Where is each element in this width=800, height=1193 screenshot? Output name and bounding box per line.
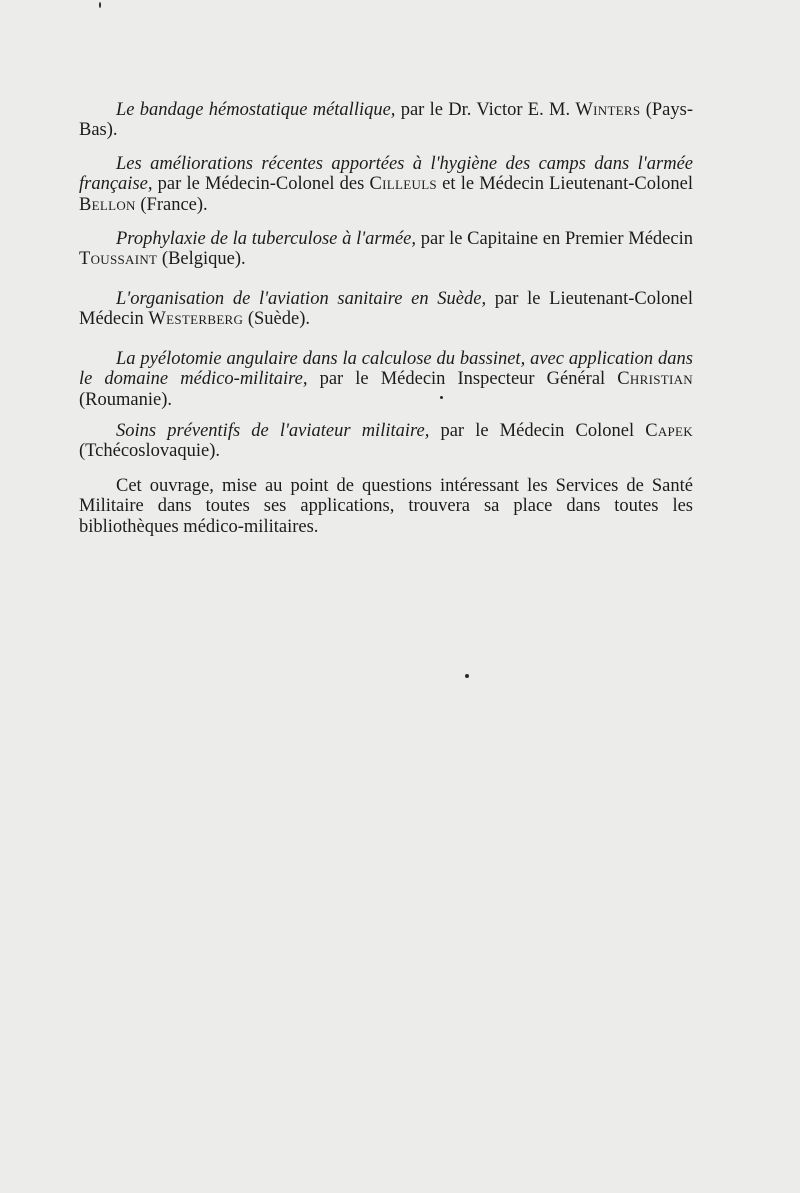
entry-title: Les améliorations récentes apportées à l'hygiène des camps dans l'armée française, [79, 153, 693, 194]
bibliography-entry [79, 349, 693, 411]
bibliography-entry [79, 154, 693, 216]
entry-country: (Pays-Bas). [79, 99, 693, 140]
author-name: Westerberg [148, 309, 244, 329]
entry-country: (Suède). [243, 309, 311, 329]
entry-title: L'organisation de l'aviation sanitaire en Suède, [116, 288, 487, 309]
bibliography-entry [79, 421, 693, 462]
bibliography-entry [79, 229, 693, 270]
author-name: Cilleuls [369, 174, 437, 194]
entry-text: par le Médecin Colonel [429, 420, 646, 441]
entry-text: par le Médecin-Colonel des [152, 174, 370, 194]
scan-speck [440, 396, 443, 399]
scan-speck [99, 2, 101, 8]
entry-text: par le Médecin Inspecteur Général [307, 369, 618, 389]
scan-speck [465, 674, 469, 678]
author-name: Toussaint [79, 249, 158, 269]
conclusion-paragraph: Cet ouvrage, mise au point de questions intéressant les Services de Santé Militaire dans toutes ses applications, trouvera sa place dans toutes les bibliothèques médico-militaires. [79, 475, 693, 537]
bibliography-entry [79, 100, 693, 141]
author-name: Winters [575, 99, 641, 120]
entry-text: par le Capitaine en Premier Médecin [416, 228, 693, 249]
bibliography-entry [79, 289, 693, 330]
entry-title: Prophylaxie de la tuberculose à l'armée, [116, 228, 417, 249]
entry-text: et le Médecin Lieutenant-Colonel [436, 174, 693, 194]
author-name: Bellon [79, 194, 136, 215]
entry-country: (Roumanie). [79, 389, 172, 410]
entry-country: (Tchécoslovaquie). [79, 441, 220, 461]
entry-country: (France). [135, 194, 208, 215]
entry-text: par le Dr. Victor E. M. [395, 99, 576, 120]
entry-text: par le Lieutenant-Colonel Médecin [79, 288, 693, 329]
entry-country: (Belgique). [157, 249, 246, 269]
entry-title: Soins préventifs de l'aviateur militaire, [116, 420, 430, 441]
author-name: Capek [645, 420, 693, 441]
entry-title: Le bandage hémostatique métallique, [116, 99, 396, 120]
entry-title: La pyélotomie angulaire dans la calculose du bassinet, avec application dans le domaine médico-militaire, [79, 348, 693, 389]
author-name: Christian [617, 369, 693, 389]
